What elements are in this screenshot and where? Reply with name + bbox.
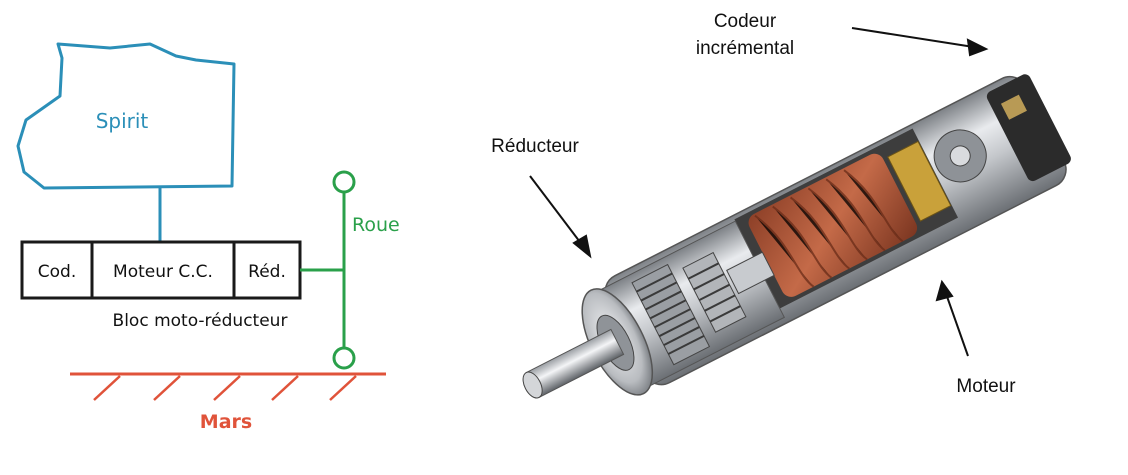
wheel-top-joint <box>334 172 354 192</box>
block-label-moteur: Moteur C.C. <box>113 262 213 282</box>
ground-label: Mars <box>199 411 253 433</box>
schematic <box>18 44 400 433</box>
block-caption: Bloc moto-réducteur <box>112 311 288 331</box>
encoder-arrow <box>852 28 980 48</box>
encoder-label-line2: incrémental <box>695 38 795 59</box>
motor-label: Moteur <box>956 376 1016 397</box>
motor-cutaway <box>491 11 1079 442</box>
encoder-label-line1: Codeur <box>713 11 777 32</box>
ground-hatch <box>94 376 356 400</box>
gearbox-arrow <box>530 176 586 250</box>
spirit-label: Spirit <box>95 109 149 133</box>
block-label-cod: Cod. <box>37 262 77 282</box>
wheel-label: Roue <box>352 214 400 236</box>
gearbox-label: Réducteur <box>491 136 579 157</box>
wheel-contact-joint <box>334 348 354 368</box>
block-label-red: Réd. <box>248 262 286 282</box>
